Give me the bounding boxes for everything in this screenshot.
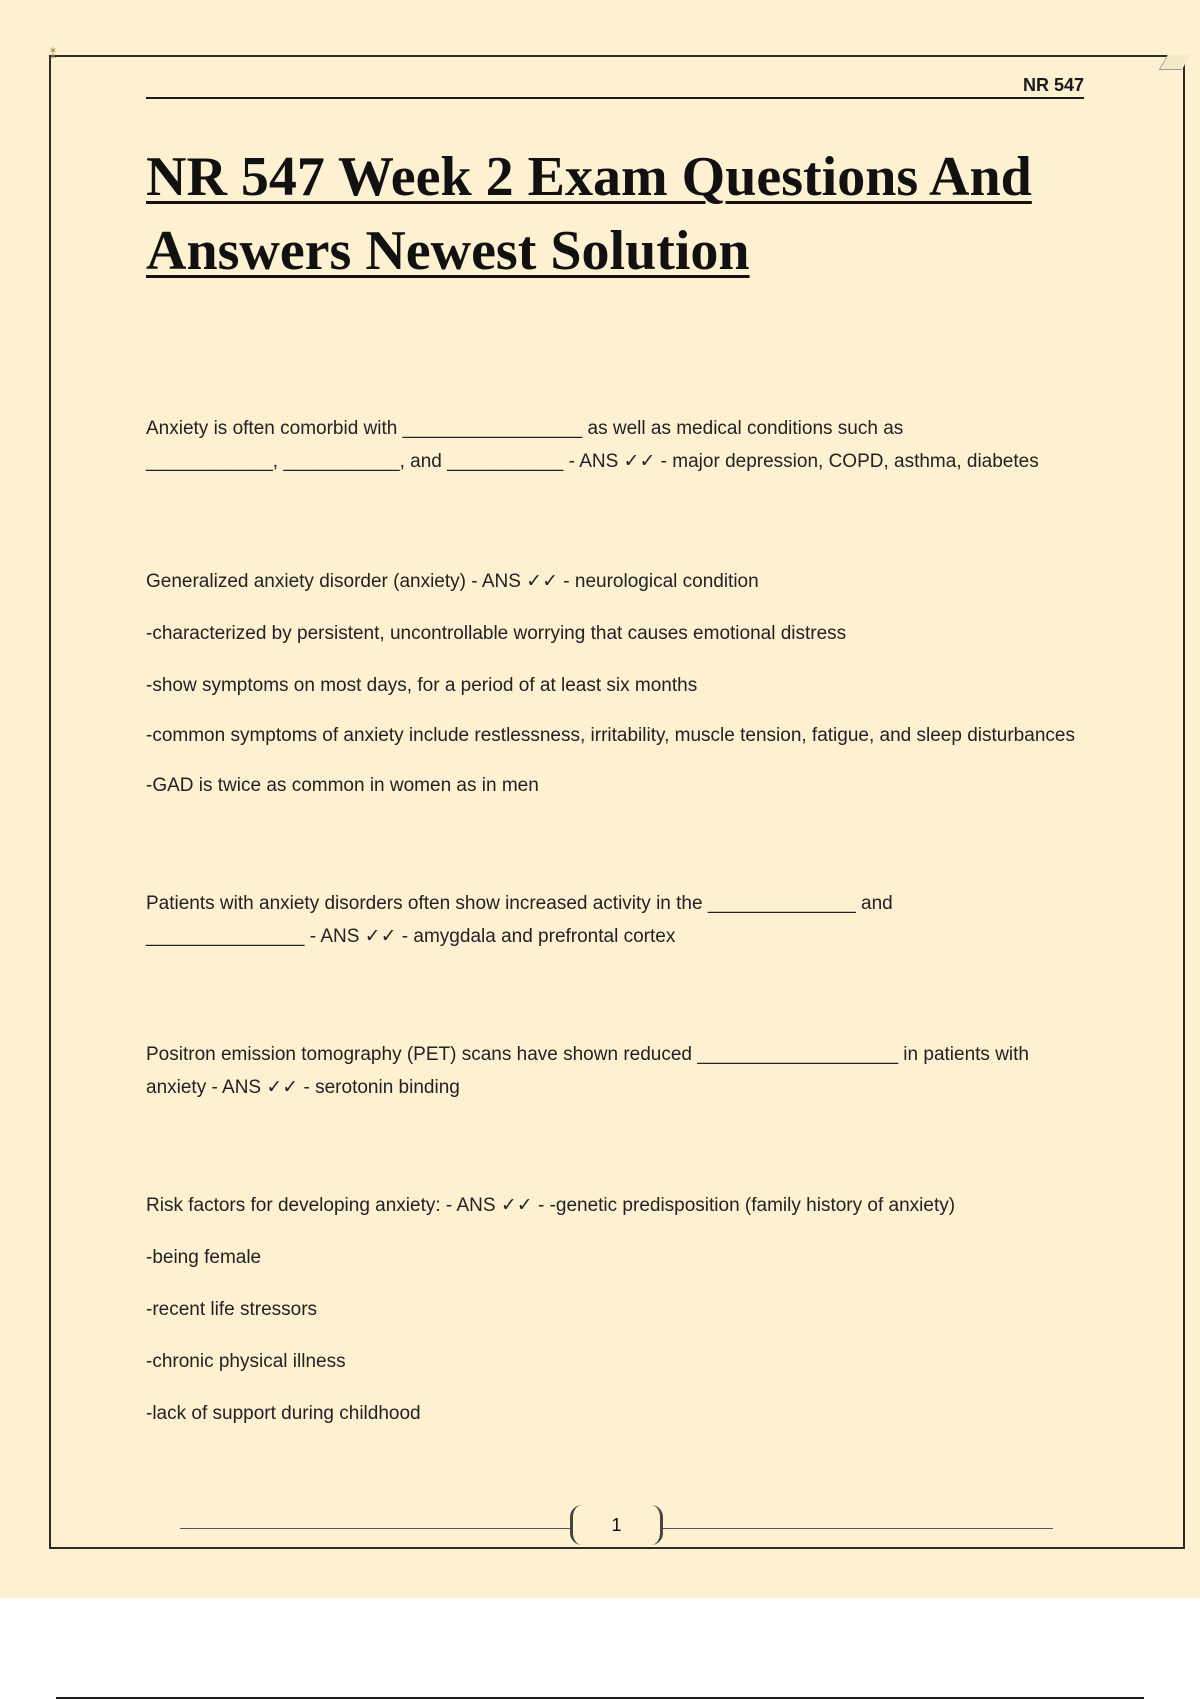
qa-block-pet-scan bbox=[146, 1038, 1086, 1104]
qa-detail-line: -GAD is twice as common in women as in men bbox=[146, 775, 539, 796]
document-body bbox=[146, 412, 1086, 1449]
qa-block-gad bbox=[146, 565, 1086, 802]
qa-question-text: Anxiety is often comorbid with _________________ as well as medical conditions such as bbox=[146, 418, 904, 439]
spacer bbox=[146, 972, 1086, 1038]
anchor-icon: ⁑ bbox=[50, 48, 56, 62]
running-header: NR 547 bbox=[1022, 75, 1084, 95]
qa-detail-line: -common symptoms of anxiety include restlessness, irritability, muscle tension, fatigue, and sleep disturbances bbox=[146, 725, 1075, 746]
qa-answer-text: _______________ - ANS ✓✓ - amygdala and prefrontal cortex bbox=[146, 926, 676, 947]
spacer bbox=[146, 1123, 1086, 1189]
footer-divider-left bbox=[180, 1528, 570, 1529]
qa-block-brain-activity bbox=[146, 887, 1086, 953]
qa-answer-text: ____________, ___________, and ___________ - ANS ✓✓ - major depression, COPD, asthma, diabetes bbox=[146, 451, 1039, 472]
qa-block-comorbidity bbox=[146, 412, 1086, 478]
qa-detail-line: -lack of support during childhood bbox=[146, 1403, 421, 1424]
next-page-divider bbox=[56, 1697, 1144, 1699]
spacer bbox=[146, 821, 1086, 887]
qa-question-text: Generalized anxiety disorder (anxiety) - ANS ✓✓ - neurological condition bbox=[146, 571, 759, 592]
qa-detail-line: -being female bbox=[146, 1247, 262, 1268]
document-title: NR 547 Week 2 Exam Questions And Answers Newest Solution bbox=[146, 146, 1032, 282]
header-divider bbox=[146, 97, 1084, 99]
footer-divider-right bbox=[663, 1528, 1053, 1529]
qa-detail-line: -recent life stressors bbox=[146, 1299, 318, 1320]
qa-block-risk-factors bbox=[146, 1189, 1086, 1430]
qa-detail-line: -chronic physical illness bbox=[146, 1351, 346, 1372]
qa-detail-line: -show symptoms on most days, for a period of at least six months bbox=[146, 675, 698, 696]
qa-detail-line: -characterized by persistent, uncontrollable worrying that causes emotional distress bbox=[146, 623, 847, 644]
qa-question-text: Patients with anxiety disorders often show increased activity in the ______________ and bbox=[146, 893, 893, 914]
qa-question-text: Positron emission tomography (PET) scans have shown reduced ___________________ in patients with bbox=[146, 1044, 1029, 1065]
spacer bbox=[146, 497, 1086, 565]
page-number: 1 bbox=[570, 1505, 663, 1545]
qa-answer-text: anxiety - ANS ✓✓ - serotonin binding bbox=[146, 1077, 460, 1098]
qa-question-text: Risk factors for developing anxiety: - ANS ✓✓ - -genetic predisposition (family history of anxiety) bbox=[146, 1195, 956, 1216]
